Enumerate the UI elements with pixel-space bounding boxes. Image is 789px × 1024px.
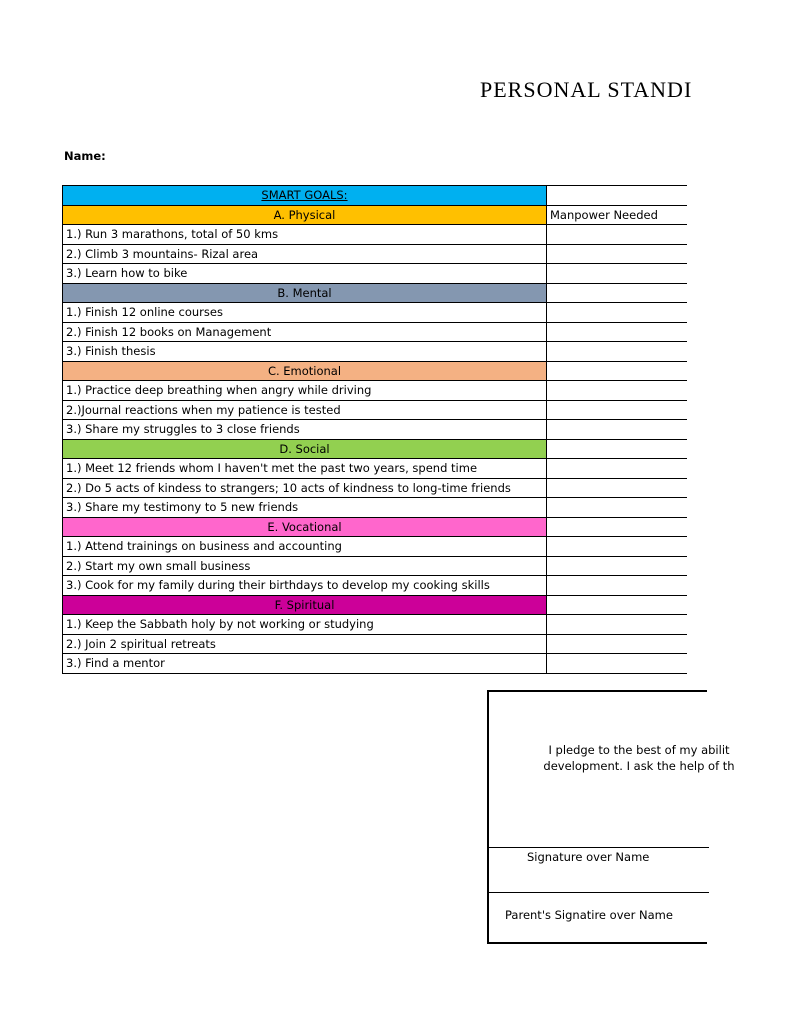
section-label: F. Spiritual xyxy=(63,595,547,615)
goal-item: 1.) Attend trainings on business and accounting xyxy=(63,537,547,557)
table-row xyxy=(63,244,687,264)
goal-item: 2.) Finish 12 books on Management xyxy=(63,322,547,342)
goal-item: 3.) Find a mentor xyxy=(63,654,547,674)
section-row xyxy=(63,439,687,459)
blank-cell xyxy=(547,595,687,615)
header-blank-cell xyxy=(547,186,687,206)
table-row xyxy=(63,615,687,635)
manpower-cell xyxy=(547,478,687,498)
parent-signature-divider xyxy=(489,892,709,893)
name-label: Name: xyxy=(64,149,106,163)
goal-item: 1.) Run 3 marathons, total of 50 kms xyxy=(63,225,547,245)
goal-item: 3.) Cook for my family during their birthdays to develop my cooking skills xyxy=(63,576,547,596)
goal-item: 1.) Practice deep breathing when angry while driving xyxy=(63,381,547,401)
table-row xyxy=(63,381,687,401)
section-label: E. Vocational xyxy=(63,517,547,537)
section-row xyxy=(63,283,687,303)
goal-item: 3.) Finish thesis xyxy=(63,342,547,362)
manpower-cell xyxy=(547,634,687,654)
table-row xyxy=(63,420,687,440)
manpower-cell xyxy=(547,498,687,518)
page-title: PERSONAL STANDI xyxy=(480,77,693,102)
section-row xyxy=(63,361,687,381)
manpower-cell xyxy=(547,556,687,576)
table-row xyxy=(63,537,687,557)
manpower-cell xyxy=(547,400,687,420)
goal-item: 2.) Start my own small business xyxy=(63,556,547,576)
blank-cell xyxy=(547,361,687,381)
section-label: D. Social xyxy=(63,439,547,459)
pledge-box xyxy=(487,690,735,944)
table-row xyxy=(63,342,687,362)
section-label: C. Emotional xyxy=(63,361,547,381)
table-row xyxy=(63,498,687,518)
manpower-cell xyxy=(547,244,687,264)
goal-item: 3.) Share my testimony to 5 new friends xyxy=(63,498,547,518)
table-row xyxy=(63,556,687,576)
table-row xyxy=(63,322,687,342)
blank-cell xyxy=(547,283,687,303)
manpower-cell xyxy=(547,537,687,557)
manpower-cell xyxy=(547,420,687,440)
smart-goals-table xyxy=(62,185,687,674)
parent-signature-label: Parent's Signatire over Name xyxy=(505,908,673,922)
table-row xyxy=(63,400,687,420)
blank-cell xyxy=(547,439,687,459)
pledge-text xyxy=(489,742,789,774)
section-row xyxy=(63,595,687,615)
manpower-cell xyxy=(547,264,687,284)
goal-item: 3.) Share my struggles to 3 close friends xyxy=(63,420,547,440)
blank-cell xyxy=(547,517,687,537)
signature-divider xyxy=(489,847,709,848)
table-row xyxy=(63,225,687,245)
pledge-line-1: I pledge to the best of my abilit xyxy=(548,743,730,757)
manpower-cell xyxy=(547,615,687,635)
table-header-row xyxy=(63,186,687,206)
table-row xyxy=(63,478,687,498)
goal-item: 1.) Finish 12 online courses xyxy=(63,303,547,323)
table-row xyxy=(63,634,687,654)
manpower-cell xyxy=(547,576,687,596)
manpower-cell xyxy=(547,381,687,401)
manpower-header: Manpower Needed xyxy=(547,205,687,225)
goal-item: 2.)Journal reactions when my patience is tested xyxy=(63,400,547,420)
manpower-cell xyxy=(547,459,687,479)
manpower-cell xyxy=(547,303,687,323)
table-row xyxy=(63,459,687,479)
goal-item: 2.) Join 2 spiritual retreats xyxy=(63,634,547,654)
goal-item: 2.) Do 5 acts of kindess to strangers; 10 acts of kindness to long-time friends xyxy=(63,478,547,498)
goal-item: 1.) Meet 12 friends whom I haven't met the past two years, spend time xyxy=(63,459,547,479)
smart-goals-header-label: SMART GOALS: xyxy=(261,188,348,203)
table-row xyxy=(63,654,687,674)
goal-item: 3.) Learn how to bike xyxy=(63,264,547,284)
table-row xyxy=(63,576,687,596)
manpower-cell xyxy=(547,654,687,674)
manpower-cell xyxy=(547,225,687,245)
table-row xyxy=(63,303,687,323)
pledge-line-2: development. I ask the help of th xyxy=(543,759,735,773)
manpower-cell xyxy=(547,342,687,362)
goal-item: 1.) Keep the Sabbath holy by not working or studying xyxy=(63,615,547,635)
section-row xyxy=(63,517,687,537)
signature-label: Signature over Name xyxy=(527,850,650,864)
smart-goals-header xyxy=(63,186,547,206)
section-label: B. Mental xyxy=(63,283,547,303)
section-label: A. Physical xyxy=(63,205,547,225)
manpower-cell xyxy=(547,322,687,342)
goal-item: 2.) Climb 3 mountains- Rizal area xyxy=(63,244,547,264)
section-row xyxy=(63,205,687,225)
table-row xyxy=(63,264,687,284)
